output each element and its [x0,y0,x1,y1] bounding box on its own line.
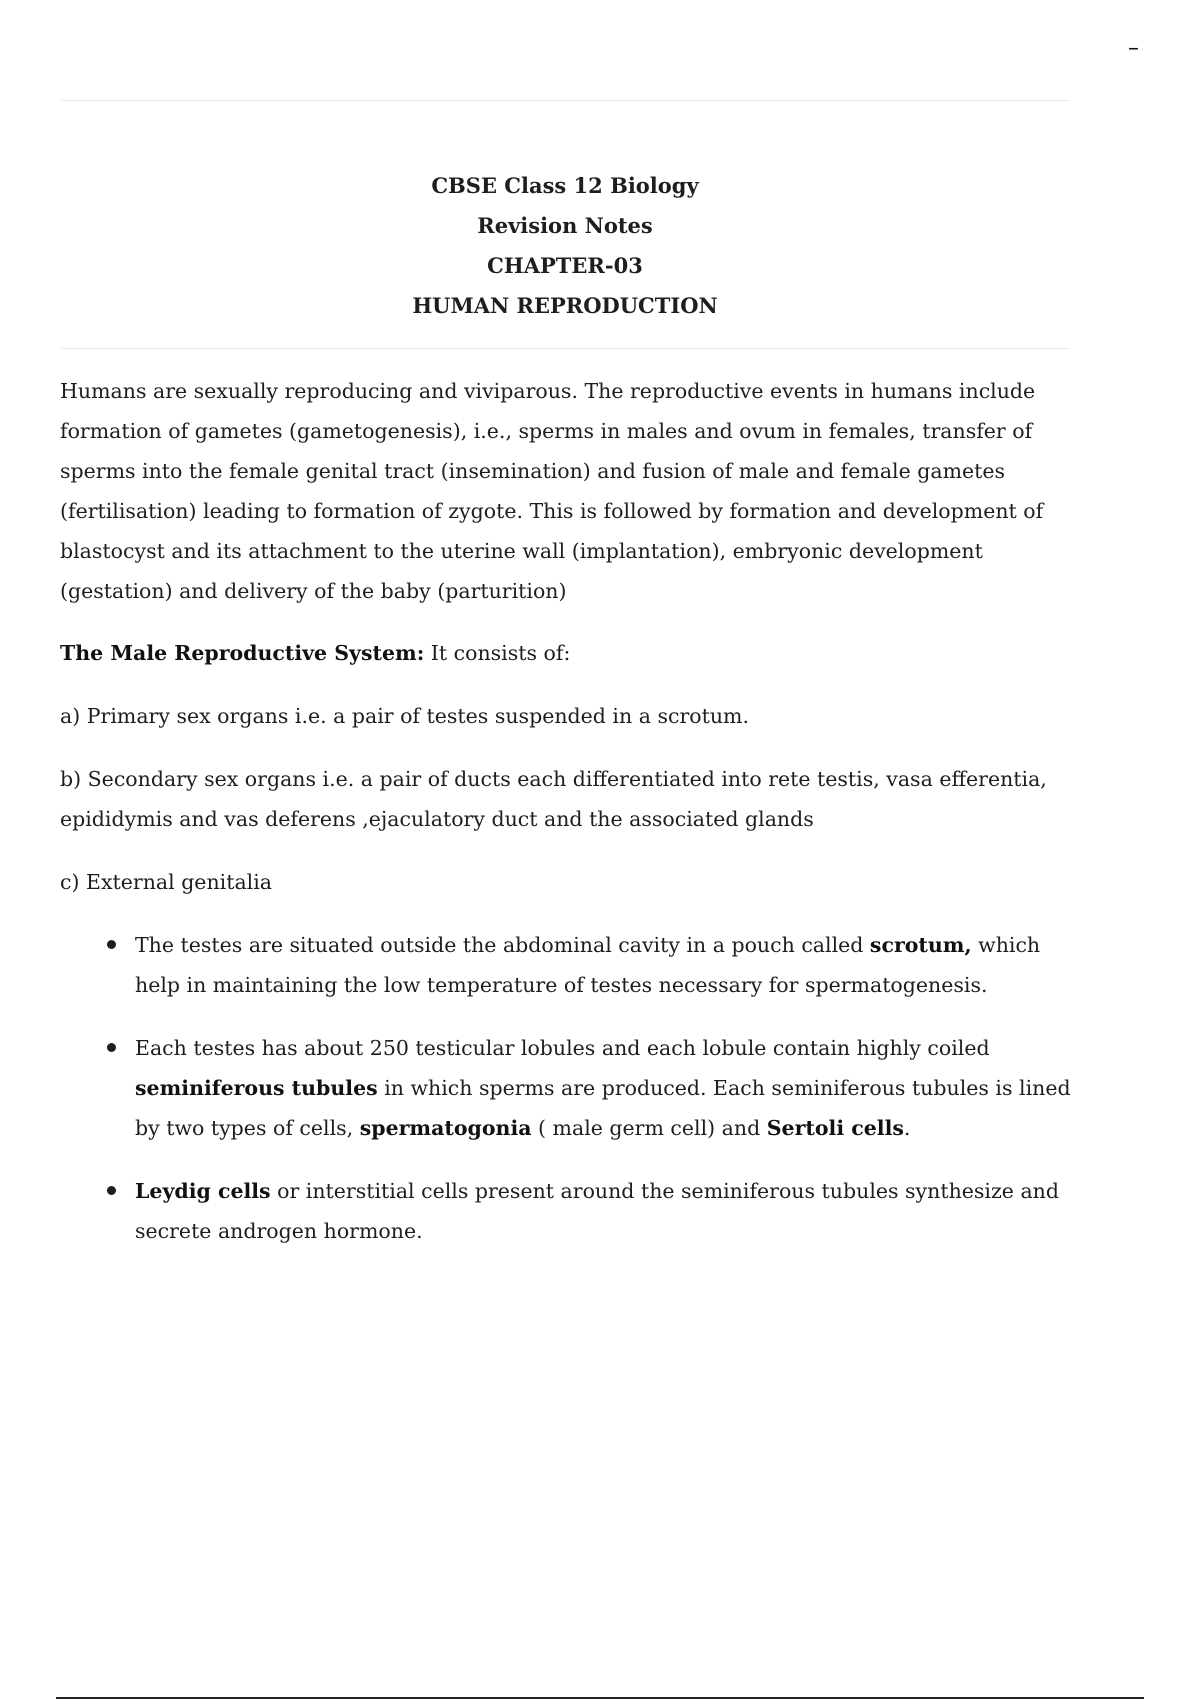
term-leydig-cells: Leydig cells [135,1179,271,1203]
term-spermatogonia: spermatogonia [359,1116,532,1140]
bullet-item-seminiferous: Each testes has about 250 testicular lobules and each lobule contain highly coiled seminiferous tubules in which sperms are produced. Each seminiferous tubules is lined by two types of cells, spermatogonia ( male germ cell) and Sertoli cells. [135,1028,1080,1148]
document-header [60,166,1070,326]
male-system-heading-tail: It consists of: [424,641,571,665]
top-divider [60,100,1070,101]
term-seminiferous-tubules: seminiferous tubules [135,1076,378,1100]
item-c-external-genitalia: c) External genitalia [60,870,272,894]
bullet-dot-icon [107,1043,116,1052]
bullet-dot-icon [107,940,116,949]
header-divider [60,348,1070,349]
header-chapter: CHAPTER-03 [487,253,643,278]
item-b-secondary-organs: b) Secondary sex organs i.e. a pair of ducts each differentiated into rete testis, vasa efferentia, epididymis and vas deferens ,ejaculatory duct and the associated glands [60,767,1047,831]
header-chapter-title: HUMAN REPRODUCTION [412,293,718,318]
term-sertoli-cells: Sertoli cells [766,1116,904,1140]
bullet-item-leydig: Leydig cells or interstitial cells present around the seminiferous tubules synthesize and secrete androgen hormone. [135,1171,1080,1251]
bullet-list [60,925,1080,1251]
bottom-divider [56,1697,1144,1699]
item-a-primary-organs: a) Primary sex organs i.e. a pair of testes suspended in a scrotum. [60,704,749,728]
notes-body [60,371,1080,1274]
header-notes: Revision Notes [477,213,653,238]
bullet-dot-icon [107,1186,116,1195]
intro-paragraph: Humans are sexually reproducing and viviparous. The reproductive events in humans include formation of gametes (gametogenesis), i.e., sperms in males and ovum in females, transfer of sperms into the female genital tract (insemination) and fusion of male and female gametes (fertilisation) leading to formation of zygote. This is followed by formation and development of blastocyst and its attachment to the uterine wall (implantation), embryonic development (gestation) and delivery of the baby (parturition) [60,379,1044,603]
male-system-heading: The Male Reproductive System: [60,641,425,665]
header-subject: CBSE Class 12 Biology [431,173,699,198]
bullet-item-scrotum: The testes are situated outside the abdominal cavity in a pouch called scrotum, which help in maintaining the low temperature of testes necessary for spermatogenesis. [135,925,1080,1005]
male-system-paragraph [60,633,1080,673]
corner-dash-mark: – [1128,36,1139,61]
term-scrotum: scrotum, [869,933,972,957]
